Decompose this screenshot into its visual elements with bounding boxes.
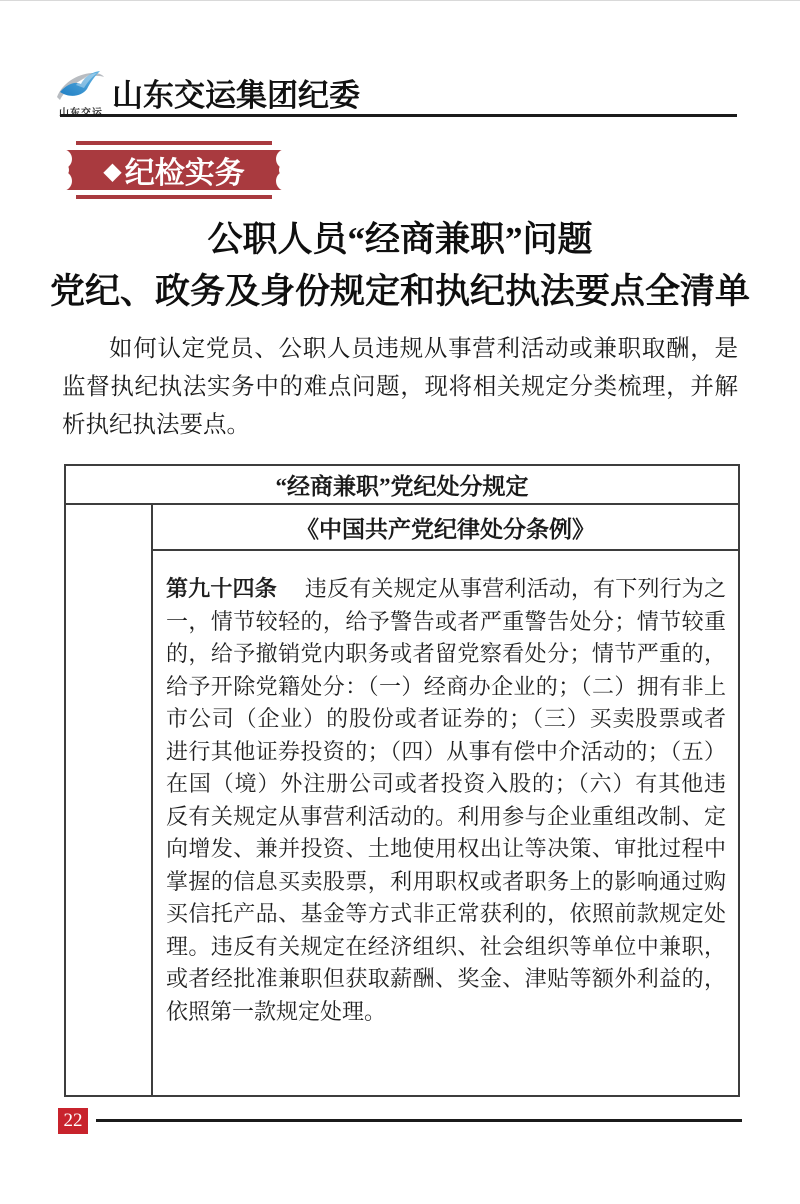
section-badge bbox=[62, 141, 286, 199]
intro-paragraph: 如何认定党员、公职人员违规从事营利活动或兼职取酬，是监督执纪执法实务中的难点问题，现将相关规定分类梳理，并解析执纪执法要点。 bbox=[62, 336, 738, 438]
document-title-line1: 公职人员“经商兼职”问题 bbox=[207, 220, 593, 259]
table-regulation-cell: 《中国共产党纪律处分条例》 bbox=[153, 505, 738, 551]
badge-label-text: 纪检实务 bbox=[124, 157, 245, 190]
article-text: 违反有关规定从事营利活动，有下列行为之一，情节较轻的，给予警告或者严重警告处分；情节较重的，给予撤销党内职务或者留党察看处分；情节严重的，给予开除党籍处分：（一）经商办企业的；（二）拥有非上市公司（企业）的股份或者证券的；（三）买卖股票或者进行其他证券投资的；（四）从事有偿中介活动的；（五）在国（境）外注册公司或者投资入股的；（六）有其他违反有关规定从事营利活动的。利用参与企业重组改制、定向增发、兼并投资、土地使用权出让等决策、审批过程中掌握的信息买卖股票，利用职权或者职务上的影响通过购买信托产品、基金等方式非正常获利的，依照前款规定处理。违反有关规定在经济组织、社会组织等单位中兼职，或者经批准兼职但获取薪酬、奖金、津贴等额外利益的，依照第一款规定处理。 bbox=[166, 576, 726, 1024]
table-article-cell bbox=[153, 551, 738, 1095]
table-lower-section bbox=[66, 505, 738, 1095]
article-number: 第九十四条 bbox=[166, 576, 277, 601]
table-title-cell: “经商兼职”党纪处分规定 bbox=[66, 466, 738, 505]
header-divider bbox=[60, 114, 737, 117]
table-right-column bbox=[153, 505, 738, 1095]
document-title-line2: 党纪、政务及身份规定和执纪执法要点全清单 bbox=[49, 272, 750, 311]
footer-divider bbox=[96, 1119, 742, 1122]
diamond-icon: ◆ bbox=[103, 159, 122, 185]
shandong-jiaoyun-logo-icon bbox=[54, 64, 106, 104]
page-top-edge bbox=[0, 0, 800, 1]
page-number-badge: 22 bbox=[58, 1108, 88, 1134]
organization-name: 山东交运集团纪委 bbox=[112, 78, 360, 113]
badge-top-bar bbox=[76, 141, 272, 145]
badge-bottom-bar bbox=[76, 195, 272, 199]
document-title bbox=[0, 214, 800, 318]
badge-label bbox=[62, 150, 286, 190]
table-left-empty-cell bbox=[66, 505, 153, 1095]
regulation-table bbox=[64, 464, 740, 1097]
